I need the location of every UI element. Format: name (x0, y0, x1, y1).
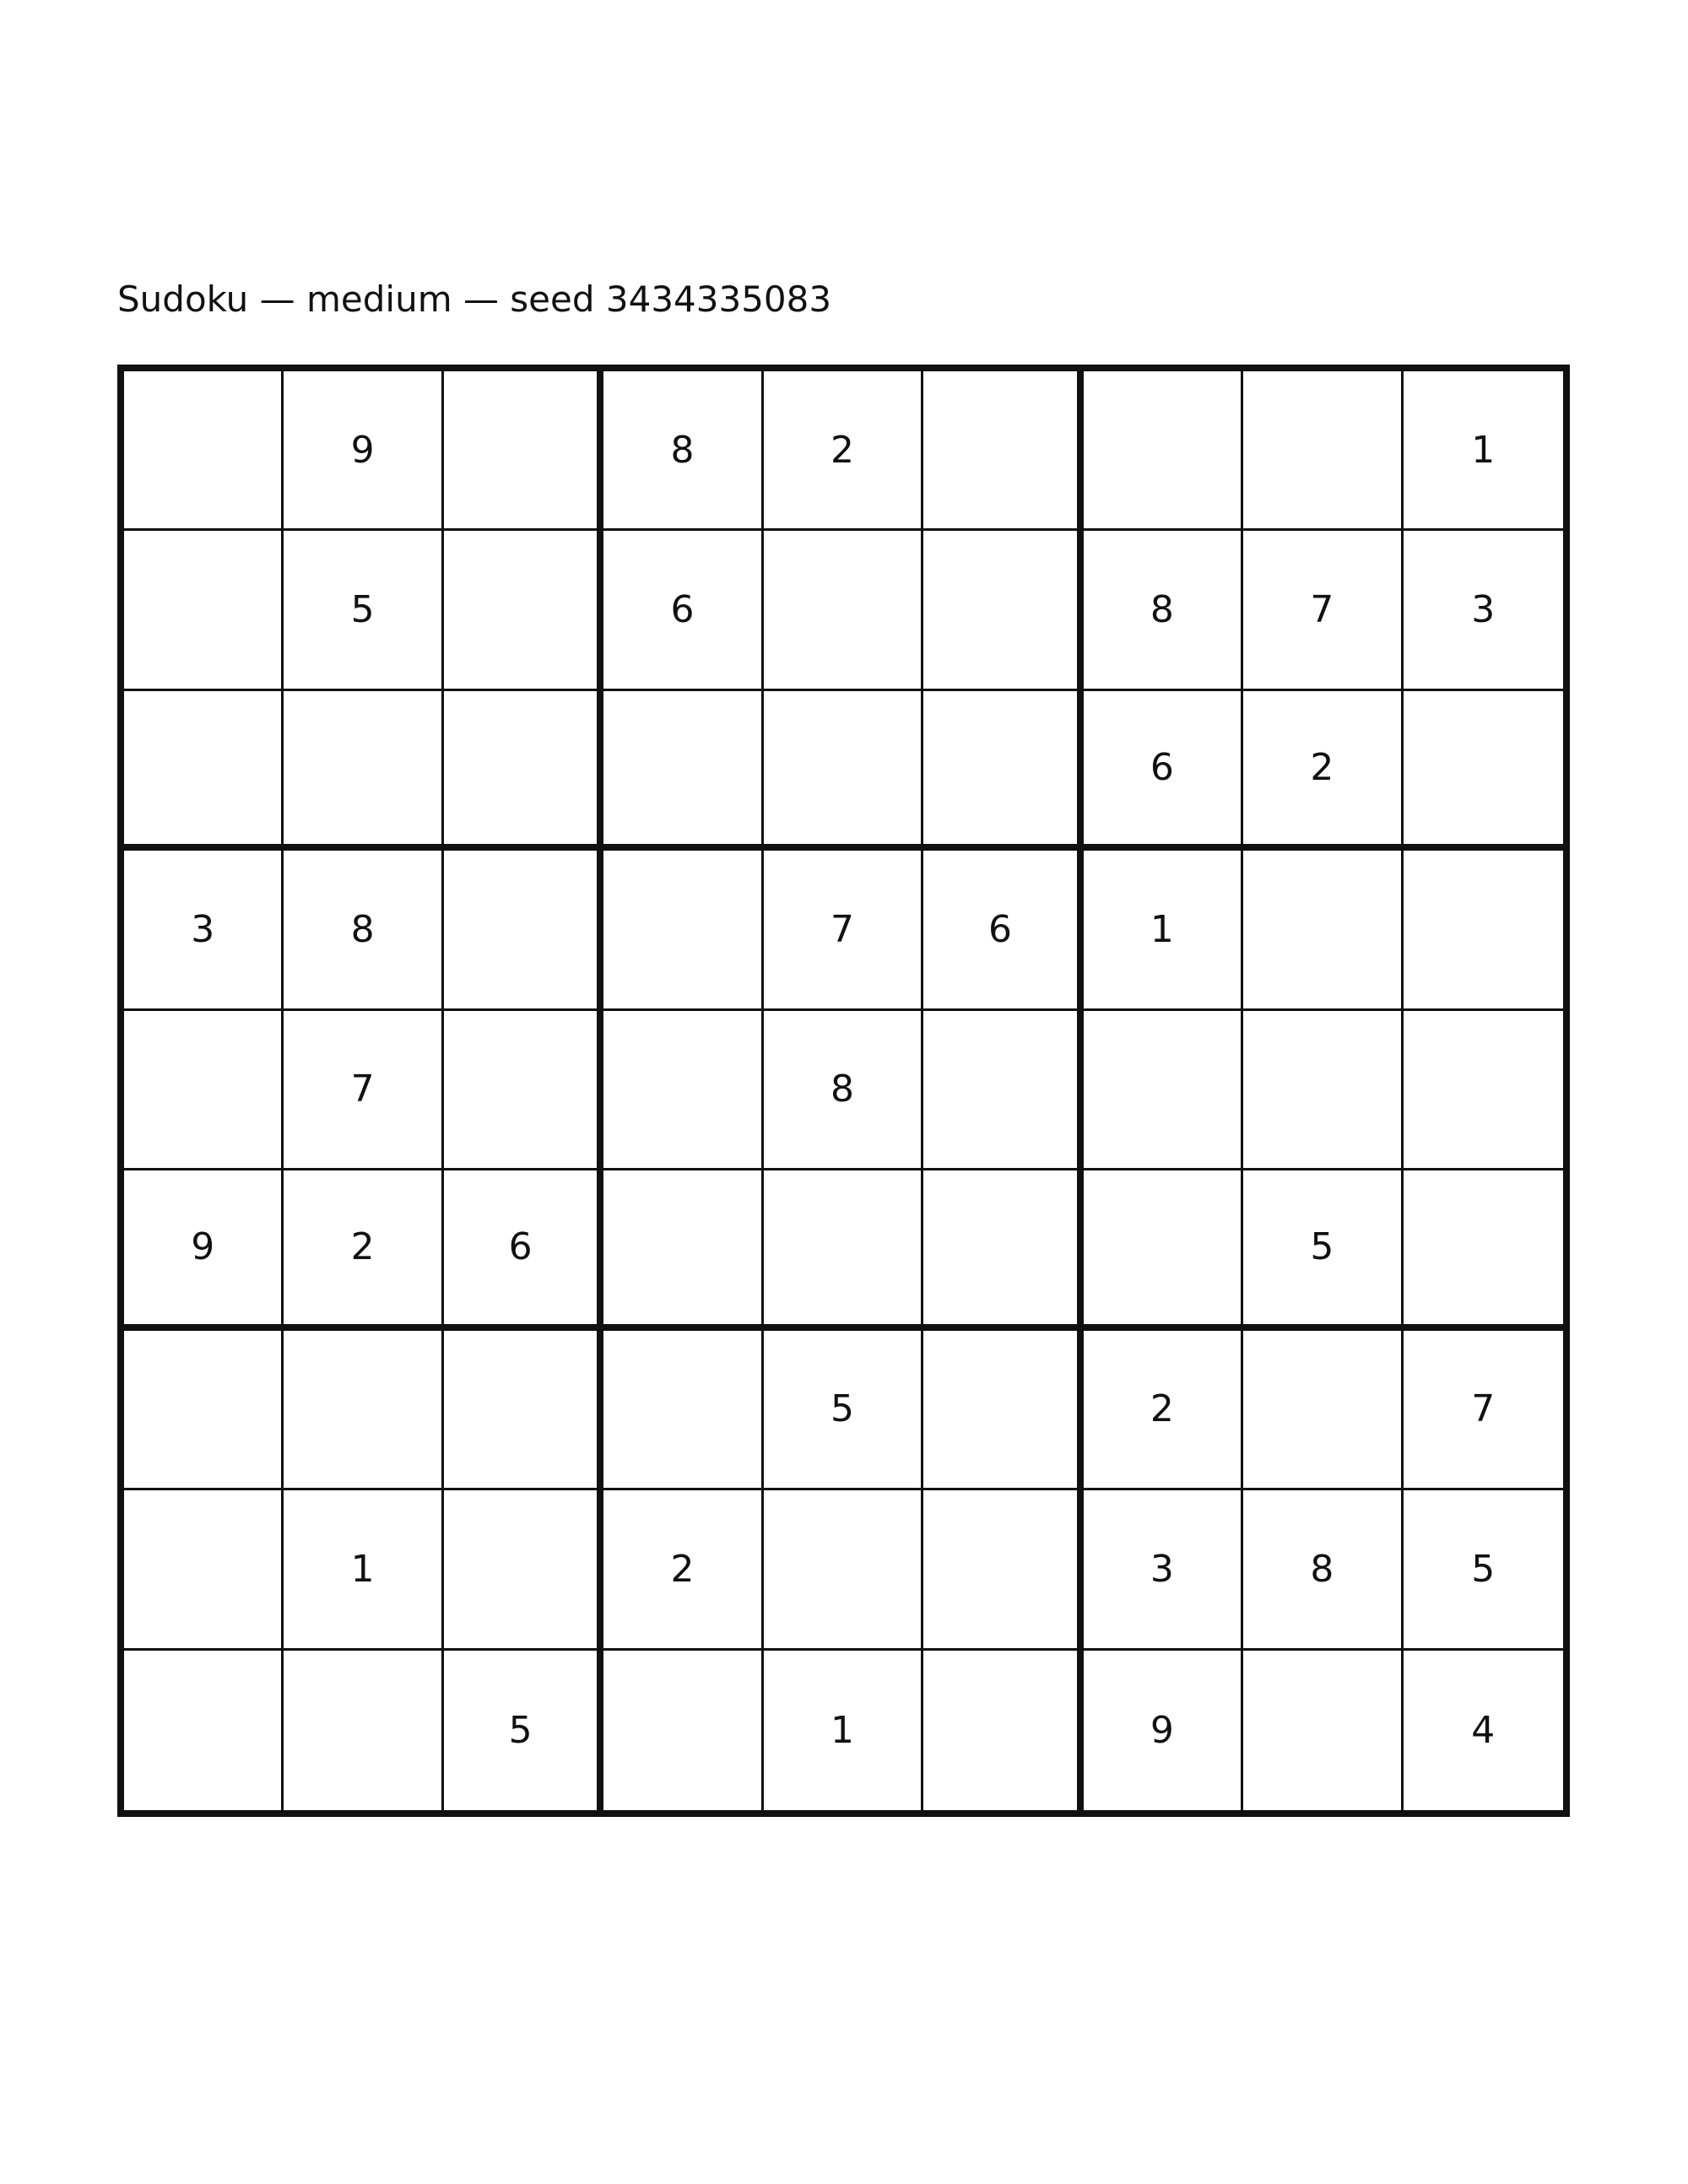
sudoku-cell-r5-c5[interactable]: 8 (764, 1011, 923, 1170)
sudoku-cell-r6-c4[interactable] (603, 1170, 763, 1330)
sudoku-cell-r8-c5[interactable] (764, 1490, 923, 1650)
sudoku-cell-r7-c5[interactable]: 5 (764, 1331, 923, 1490)
sudoku-cell-r7-c7[interactable]: 2 (1084, 1331, 1243, 1490)
sudoku-grid (117, 365, 1570, 1817)
sudoku-cell-r8-c2[interactable]: 1 (284, 1490, 443, 1650)
sudoku-cell-r4-c1[interactable]: 3 (124, 851, 284, 1010)
sudoku-cell-r1-c6[interactable] (923, 371, 1083, 531)
sudoku-cell-r2-c4[interactable]: 6 (603, 531, 763, 690)
sudoku-cell-r4-c3[interactable] (444, 851, 603, 1010)
sudoku-cell-r3-c2[interactable] (284, 691, 443, 851)
sudoku-cell-r7-c1[interactable] (124, 1331, 284, 1490)
sudoku-cell-r7-c8[interactable] (1243, 1331, 1403, 1490)
sudoku-cell-r9-c4[interactable] (603, 1651, 763, 1810)
sudoku-cell-r9-c2[interactable] (284, 1651, 443, 1810)
sudoku-cell-r3-c7[interactable]: 6 (1084, 691, 1243, 851)
sudoku-cell-r1-c7[interactable] (1084, 371, 1243, 531)
sudoku-cell-r9-c1[interactable] (124, 1651, 284, 1810)
sudoku-cell-r4-c2[interactable]: 8 (284, 851, 443, 1010)
sudoku-cell-r8-c7[interactable]: 3 (1084, 1490, 1243, 1650)
sudoku-cell-r5-c4[interactable] (603, 1011, 763, 1170)
sudoku-cell-r9-c5[interactable]: 1 (764, 1651, 923, 1810)
sudoku-cell-r3-c5[interactable] (764, 691, 923, 851)
sudoku-cell-r3-c1[interactable] (124, 691, 284, 851)
sudoku-cell-r7-c2[interactable] (284, 1331, 443, 1490)
sudoku-cell-r5-c6[interactable] (923, 1011, 1083, 1170)
sudoku-cell-r6-c1[interactable]: 9 (124, 1170, 284, 1330)
sudoku-cell-r9-c9[interactable]: 4 (1471, 1708, 1496, 1752)
sudoku-cell-r6-c9[interactable] (1404, 1170, 1563, 1330)
sudoku-cell-r1-c4[interactable]: 8 (603, 371, 763, 531)
sudoku-cell-r2-c8[interactable]: 7 (1243, 531, 1403, 690)
sudoku-cell-r2-c7[interactable]: 8 (1084, 531, 1243, 690)
sudoku-cell-r5-c7[interactable] (1084, 1011, 1243, 1170)
sudoku-cell-r3-c4[interactable] (603, 691, 763, 851)
sudoku-cell-r6-c8[interactable]: 5 (1243, 1170, 1403, 1330)
sudoku-cell-r4-c6[interactable]: 6 (923, 851, 1083, 1010)
sudoku-cell-r2-c3[interactable] (444, 531, 603, 690)
sudoku-cell-r5-c1[interactable] (124, 1011, 284, 1170)
sudoku-cell-r3-c3[interactable] (444, 691, 603, 851)
sudoku-cell-r1-c5[interactable]: 2 (764, 371, 923, 531)
sudoku-cell-r9-c8[interactable] (1243, 1651, 1403, 1810)
sudoku-cell-r2-c5[interactable] (764, 531, 923, 690)
sudoku-cell-r7-c6[interactable] (923, 1331, 1083, 1490)
sudoku-cell-r6-c3[interactable]: 6 (444, 1170, 603, 1330)
sudoku-cell-r5-c3[interactable] (444, 1011, 603, 1170)
sudoku-cell-r8-c3[interactable] (444, 1490, 603, 1650)
sudoku-cell-r9-c3[interactable]: 5 (444, 1651, 603, 1810)
sudoku-cell-r6-c7[interactable] (1084, 1170, 1243, 1330)
sudoku-cell-r4-c4[interactable] (603, 851, 763, 1010)
sudoku-cell-r4-c7[interactable]: 1 (1084, 851, 1243, 1010)
sudoku-cell-r3-c8[interactable]: 2 (1243, 691, 1403, 851)
sudoku-cell-r2-c1[interactable] (124, 531, 284, 690)
sudoku-cell-r6-c5[interactable] (764, 1170, 923, 1330)
sudoku-cell-r5-c8[interactable] (1243, 1011, 1403, 1170)
sudoku-cell-r7-c9[interactable]: 7 (1404, 1331, 1563, 1490)
sudoku-cell-r3-c6[interactable] (923, 691, 1083, 851)
sudoku-cell-r8-c4[interactable]: 2 (603, 1490, 763, 1650)
sudoku-cell-r9-c6[interactable] (923, 1651, 1083, 1810)
sudoku-cell-r4-c8[interactable] (1243, 851, 1403, 1010)
sudoku-cell-r5-c2[interactable]: 7 (284, 1011, 443, 1170)
sudoku-cell-r8-c8[interactable]: 8 (1243, 1490, 1403, 1650)
sudoku-cell-r4-c9[interactable] (1404, 851, 1563, 1010)
sudoku-cell-r7-c4[interactable] (603, 1331, 763, 1490)
sudoku-cell-r1-c3[interactable] (444, 371, 603, 531)
sudoku-cell-r4-c5[interactable]: 7 (764, 851, 923, 1010)
sudoku-cell-r6-c2[interactable]: 2 (284, 1170, 443, 1330)
sudoku-cell-r3-c9[interactable] (1404, 691, 1563, 851)
sudoku-cell-r8-c9[interactable]: 5 (1404, 1490, 1563, 1650)
sudoku-cell-r1-c9[interactable]: 1 (1404, 371, 1563, 531)
sudoku-cell-r2-c6[interactable] (923, 531, 1083, 690)
puzzle-title: Sudoku — medium — seed 3434335083 (117, 278, 832, 320)
sudoku-cell-r6-c6[interactable] (923, 1170, 1083, 1330)
sudoku-cell-r9-c7[interactable]: 9 (1084, 1651, 1243, 1810)
sudoku-cell-r8-c1[interactable] (124, 1490, 284, 1650)
sudoku-cell-r1-c8[interactable] (1243, 371, 1403, 531)
sudoku-cell-r8-c6[interactable] (923, 1490, 1083, 1650)
sudoku-cell-r7-c3[interactable] (444, 1331, 603, 1490)
sudoku-cell-r1-c1[interactable] (124, 371, 284, 531)
sudoku-cell-r2-c9[interactable]: 3 (1404, 531, 1563, 690)
sudoku-cell-r5-c9[interactable] (1404, 1011, 1563, 1170)
sudoku-cell-r2-c2[interactable]: 5 (284, 531, 443, 690)
sudoku-cell-r1-c2[interactable]: 9 (284, 371, 443, 531)
